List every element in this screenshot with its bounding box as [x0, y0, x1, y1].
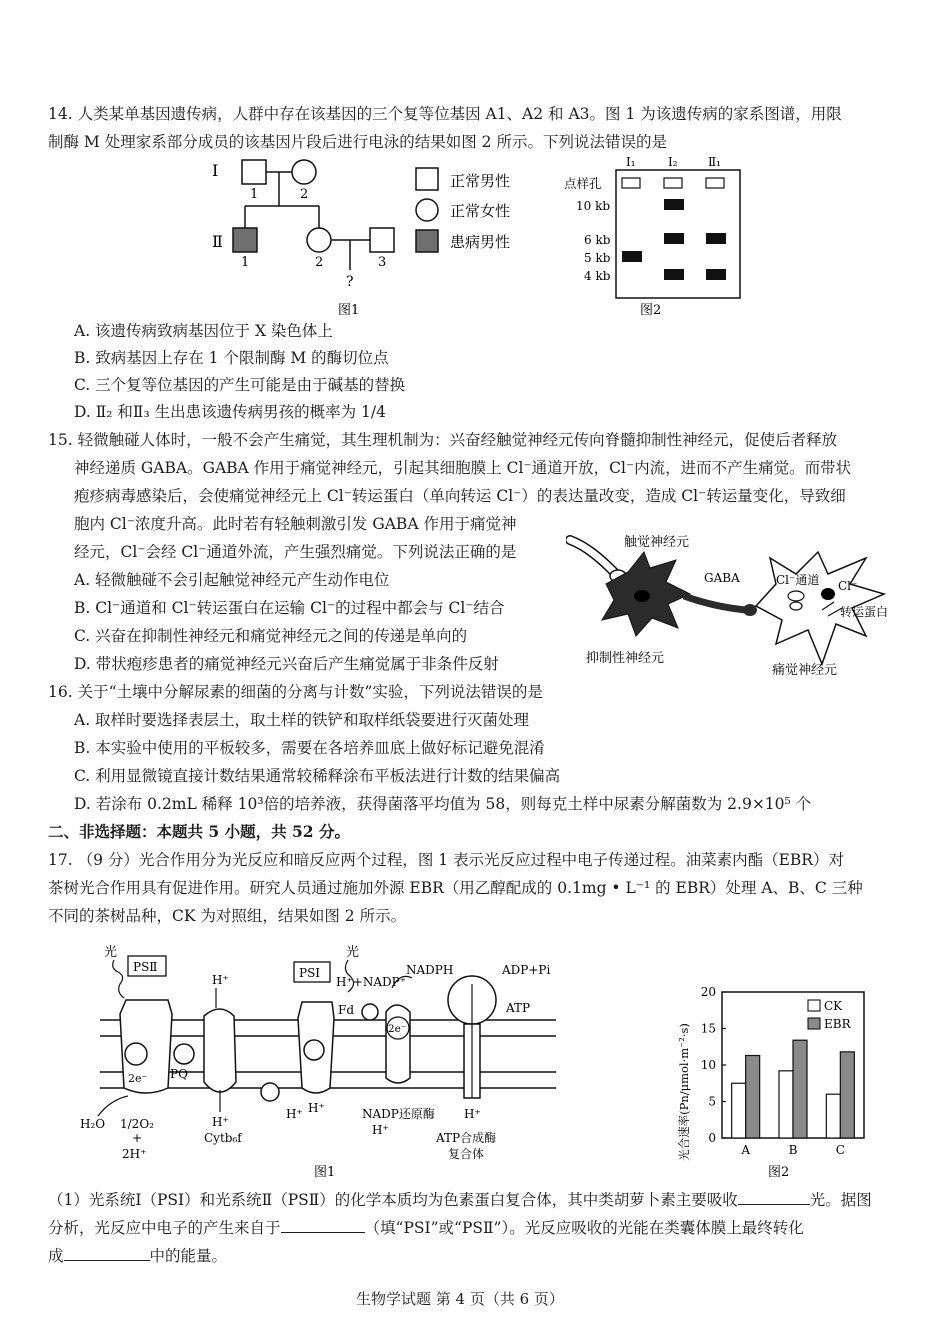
band-i2-4kb [664, 269, 684, 280]
h-cyt-label: H⁺ [212, 1115, 229, 1129]
electron-label-2: 2e⁻ [388, 1023, 407, 1035]
pedigree-ii2-female [307, 228, 331, 252]
y-tick-label: 15 [700, 1021, 716, 1036]
h-nadp-label: H⁺+NADP⁺ [336, 975, 407, 989]
lane-label-i1: I₁ [626, 155, 636, 169]
y-tick-label: 0 [708, 1131, 716, 1145]
q17-line1: 17. （9 分）光合作用分为光反应和暗反应两个过程，图 1 表示光反应过程中电子传递过程。油菜素内酯（EBR）对 [48, 851, 844, 869]
q17-sub1-text-e: 成 [48, 1247, 64, 1265]
legend-male: 正常男性 [450, 172, 511, 190]
q16-option-d: D. 若涂布 0.2mL 稀释 10³倍的培养液，获得菌落平均值为 58，则每克土样中尿素分解菌数为 2.9×10⁵ 个 [74, 795, 812, 813]
q15-option-d: D. 带状疱疹患者的痛觉神经元兴奋后产生痛觉属于非条件反射 [74, 655, 499, 673]
q16-option-a: A. 取样时要选择表层土，取土样的铁铲和取样纸袋要进行灭菌处理 [74, 711, 530, 729]
q17-line2: 茶树光合作用具有促进作用。研究人员通过施加外源 EBR（用乙醇配成的 0.1mg • L⁻¹ 的 EBR）处理 A、B、C 三种 [48, 879, 863, 897]
gel-figure [560, 152, 750, 322]
q15-line1: 15. 轻微触碰人体时，一般不会产生痛觉，其生理机制为：兴奋经触觉神经元传向脊髓抑制性神经元，促使后者释放 [48, 431, 838, 449]
o2-label: 1/2O₂ [120, 1117, 154, 1131]
light-label-1: 光 [104, 945, 118, 960]
section-2-header: 二、非选择题：本题共 5 小题，共 52 分。 [48, 822, 350, 841]
q15-option-b: B. Cl⁻通道和 Cl⁻转运蛋白在运输 Cl⁻的过程中都会与 Cl⁻结合 [74, 599, 505, 617]
adp-label: ADP+Pi [502, 963, 551, 977]
chart-ylabel: 光合速率(Pn/μmol·m⁻²·s) [677, 1023, 691, 1161]
cl-channel-label: Cl⁻通道 [776, 573, 820, 587]
y-tick-label: 5 [708, 1094, 716, 1109]
neuron-figure [566, 524, 900, 684]
q17-sub1-text-b: 光。据图 [809, 1191, 872, 1209]
fig1-caption-q14: 图1 [338, 303, 360, 318]
bar-ck-a [732, 1083, 746, 1138]
touch-neuron-label: 触觉神经元 [624, 535, 690, 550]
legend-swatch-ck [808, 1000, 820, 1011]
nadph-label: NADPH [406, 963, 454, 977]
legend-female: 正常女性 [450, 202, 511, 220]
gen1-label: I [212, 161, 219, 180]
y-tick-label: 10 [700, 1058, 716, 1072]
h2o-label: H₂O [80, 1117, 106, 1131]
pedigree-i1-male [242, 160, 266, 184]
legend-label-ebr: EBR [824, 1017, 851, 1031]
q15-line2: 神经递质 GABA。GABA 作用于痛觉神经元，引起其细胞膜上 Cl⁻通道开放，Cl⁻内流，进而不产生痛觉。而带状 [74, 459, 852, 477]
pedigree-legend [412, 164, 532, 262]
size-4kb: 4 kb [584, 269, 611, 283]
cytb6f-label: Cytb₆f [204, 1131, 242, 1145]
band-i2-6kb [664, 233, 684, 244]
q15-option-c: C. 兴奋在抑制性神经元和痛觉神经元之间的传递是单向的 [74, 627, 468, 645]
answer-blank-1[interactable] [738, 1188, 810, 1205]
atp-synthase-label-1: ATP合成酶 [436, 1131, 497, 1145]
h-top-label: H⁺ [212, 973, 229, 987]
ii1-number: 1 [241, 255, 250, 270]
bar-ebr-c [840, 1052, 854, 1138]
bar-ebr-a [746, 1056, 760, 1138]
q17-sub1-text-f: 中的能量。 [149, 1247, 228, 1265]
h-c-label: H⁺ [372, 1123, 389, 1137]
q17-sub1-line2 [48, 1216, 804, 1239]
cytb6f-complex [204, 1009, 236, 1092]
q14-option-d: D. Ⅱ₂ 和Ⅱ₃ 生出患该遗传病男孩的概率为 1/4 [74, 403, 386, 421]
bar-ebr-b [793, 1040, 807, 1138]
inhibitory-neuron-label: 抑制性神经元 [586, 651, 665, 666]
x-tick-label: A [741, 1143, 751, 1157]
ii2-number: 2 [315, 255, 324, 270]
q14-option-c: C. 三个复等位基因的产生可能是由于碱基的替换 [74, 376, 406, 394]
x-tick-label: C [835, 1143, 845, 1157]
q17-sub1-text-d: （填“PSⅠ”或“PSⅡ”）。光反应吸收的光能在类囊体膜上最终转化 [364, 1219, 804, 1237]
legend-swatch-ebr [808, 1018, 820, 1029]
pedigree-figure [200, 152, 400, 322]
q17-sub1-text-c: 分析，光反应中电子的产生来自于 [48, 1219, 281, 1237]
light-label-2: 光 [346, 945, 360, 960]
q14-stem-line2: 制酶 M 处理家系部分成员的该基因片段后进行电泳的结果如图 2 所示。下列说法错误的是 [48, 133, 667, 151]
q17-line3: 不同的茶树品种，CK 为对照组，结果如图 2 所示。 [48, 907, 407, 925]
lane-label-i2: I₂ [668, 155, 678, 169]
band-ii1-6kb [706, 233, 726, 244]
well-label: 点样孔 [564, 176, 602, 191]
q14-stem-line1: 14. 人类某单基因遗传病，人群中存在该基因的三个复等位基因 A1、A2 和 A3。图 1 为该遗传病的家系图谱，用限 [48, 105, 842, 123]
psii-label: PSⅡ [133, 960, 158, 974]
band-ii1-4kb [706, 269, 726, 280]
h-atp-label: H⁺ [464, 1107, 481, 1121]
size-6kb: 6 kb [584, 233, 611, 247]
2h-label: 2H⁺ [122, 1147, 147, 1161]
unknown-child: ? [346, 274, 354, 290]
pedigree-ii3-male [370, 228, 394, 252]
gaba-label: GABA [704, 571, 740, 585]
h-a-label: H⁺ [286, 1107, 303, 1121]
band-i1-5kb [622, 251, 642, 262]
lane-label-ii1: Ⅱ₁ [708, 155, 721, 169]
q17-sub1-line3 [48, 1244, 227, 1267]
answer-blank-2[interactable] [281, 1216, 365, 1233]
cl-label: Cl⁻ [838, 579, 858, 593]
fig2-caption-q17: 图2 [768, 1165, 790, 1180]
electron-label-1: 2e⁻ [128, 1072, 148, 1085]
size-10kb: 10 kb [576, 199, 611, 213]
pedigree-ii1-affected [233, 228, 257, 252]
q14-option-b: B. 致病基因上存在 1 个限制酶 M 的酶切位点 [74, 349, 389, 367]
answer-blank-3[interactable] [64, 1244, 150, 1261]
pedigree-i2-female [292, 160, 316, 184]
pq-label: PQ [170, 1067, 188, 1081]
ii3-number: 3 [378, 255, 387, 270]
i1-number: 1 [250, 187, 259, 202]
i2-number: 2 [300, 187, 309, 202]
gen2-label: Ⅱ [212, 232, 223, 251]
q14-option-a: A. 该遗传病致病基因位于 X 染色体上 [74, 322, 333, 340]
y-tick-label: 20 [700, 985, 716, 999]
legend-affected: 患病男性 [450, 233, 511, 251]
psi-label: PSⅠ [299, 966, 321, 980]
q15-option-a: A. 轻微触碰不会引起触觉神经元产生动作电位 [74, 571, 390, 589]
pain-neuron-label: 痛觉神经元 [772, 663, 838, 678]
fig2-caption-q14: 图2 [640, 303, 662, 318]
nadp-enzyme-label: NADP还原酶 [362, 1107, 435, 1121]
q16-option-b: B. 本实验中使用的平板较多，需要在各培养皿底上做好标记避免混淆 [74, 739, 545, 757]
bar-ck-b [779, 1071, 793, 1138]
q15-line3: 疱疹病毒感染后，会使痛觉神经元上 Cl⁻转运蛋白（单向转运 Cl⁻）的表达量改变，造成 Cl⁻转运量变化，导致细 [74, 487, 846, 505]
plus-label: + [132, 1131, 143, 1145]
q16-stem: 16. 关于“土壤中分解尿素的细菌的分离与计数”实验，下列说法错误的是 [48, 683, 543, 701]
q16-option-c: C. 利用显微镜直接计数结果通常较稀释涂布平板法进行计数的结果偏高 [74, 767, 561, 785]
page-footer: 生物学试题 第 4 页（共 6 页） [356, 1290, 564, 1308]
q17-sub1-line1 [48, 1188, 872, 1211]
x-tick-label: B [788, 1143, 798, 1157]
atp-synthase-label-2: 复合体 [448, 1147, 485, 1161]
band-i2-10kb [664, 199, 684, 210]
thylakoid-figure [76, 942, 568, 1180]
bar-ck-c [826, 1094, 840, 1138]
q15-line5: 经元，Cl⁻会经 Cl⁻通道外流，产生强烈痛觉。下列说法正确的是 [74, 543, 517, 561]
size-5kb: 5 kb [584, 251, 611, 265]
fd-label: Fd [338, 1003, 355, 1017]
transporter-label: 转运蛋白 [840, 605, 889, 619]
h-b-label: H⁺ [308, 1101, 325, 1115]
fig1-caption-q17: 图1 [314, 1165, 336, 1180]
atp-label: ATP [506, 1001, 531, 1015]
chart-xticks [740, 1143, 845, 1157]
photosynthesis-bar-chart [672, 980, 872, 1180]
legend-label-ck: CK [824, 999, 843, 1013]
q17-sub1-text-a: （1）光系统Ⅰ（PSⅠ）和光系统Ⅱ（PSⅡ）的化学本质均为色素蛋白复合体，其中类胡萝卜素主要吸收 [48, 1191, 738, 1209]
q15-line4: 胞内 Cl⁻浓度升高。此时若有轻触刺激引发 GABA 作用于痛觉神 [74, 515, 517, 533]
